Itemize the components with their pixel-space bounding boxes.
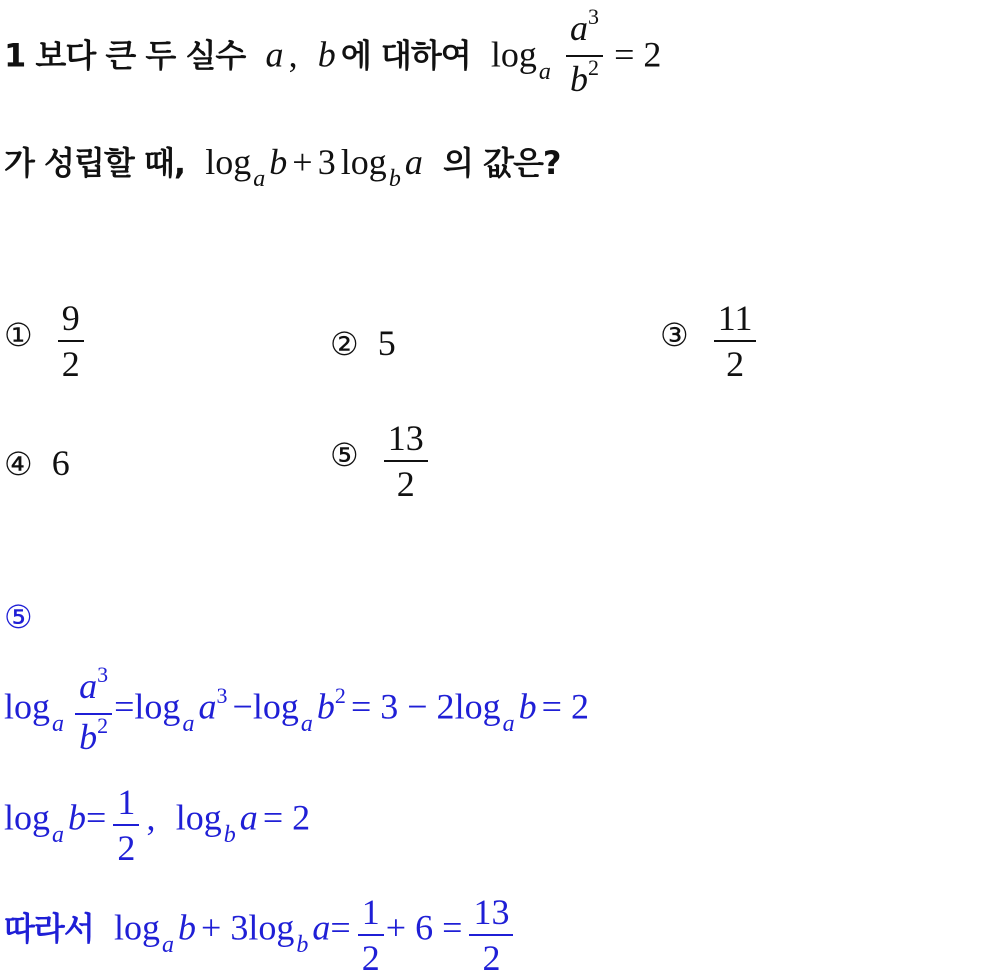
log-base: a [538, 58, 551, 85]
option-2[interactable] [330, 322, 396, 364]
option-2-value: 5 [377, 323, 396, 363]
option-4[interactable] [4, 442, 70, 484]
option-3[interactable] [660, 298, 762, 384]
var-a: a [265, 34, 284, 75]
option-5[interactable] [330, 418, 434, 504]
option-3-fraction: $\frac{11}{2}$ [714, 298, 757, 384]
option-marker: ④ [4, 445, 33, 483]
solution-line-3: 따라서 loga b + 3logb a= $\frac{1}{2}$ + 6 = $\frac{13}{2}$ [4, 892, 515, 978]
question-line-1 [4, 4, 662, 110]
question-mid-text: 에 대하여 [340, 36, 471, 75]
fraction-final-answer: $\frac{13}{2}$ [469, 892, 513, 978]
var-b: b [317, 34, 336, 75]
question-line2-prefix: 가 성립할 때, [4, 144, 185, 182]
log-text: log [490, 34, 537, 75]
answer-marker: ⑤ [4, 598, 33, 636]
equation-rhs: = 2 [614, 34, 662, 75]
option-marker: ③ [660, 315, 689, 354]
option-5-fraction: $\frac{13}{2}$ [384, 418, 428, 504]
solution-line-2: loga b= $\frac{1}{2}$ , logb a = 2 [4, 782, 311, 868]
fraction-one-half-final: $\frac{1}{2}$ [358, 892, 384, 978]
solution-line-1: loga $\frac{a^3}{b^2}$ =loga a3 −loga b2 = 3 − 2loga b = 2 [4, 666, 589, 762]
option-marker: ① [4, 315, 33, 354]
solution-fraction-a3-over-b2: $\frac{a^3}{b^2}$ [75, 666, 112, 762]
option-1-fraction: $\frac{9}{2}$ [58, 298, 84, 384]
comma: , [288, 34, 298, 75]
option-marker: ② [330, 325, 359, 363]
fraction-a3-over-b2: $\frac{a^3}{b^2}$ [566, 8, 603, 104]
option-1[interactable] [4, 298, 90, 384]
solution-conclusion-prefix: 따라서 [4, 909, 94, 948]
option-marker: ⑤ [330, 435, 359, 474]
fraction-one-half: $\frac{1}{2}$ [113, 782, 139, 868]
option-4-value: 6 [51, 443, 70, 483]
question-line2-suffix: 의 값은? [443, 144, 561, 182]
question-line-2: 가 성립할 때, loga b + 3 logb a 의 값은? [4, 142, 561, 192]
question-prefix-text: 1 보다 큰 두 실수 [4, 36, 246, 75]
